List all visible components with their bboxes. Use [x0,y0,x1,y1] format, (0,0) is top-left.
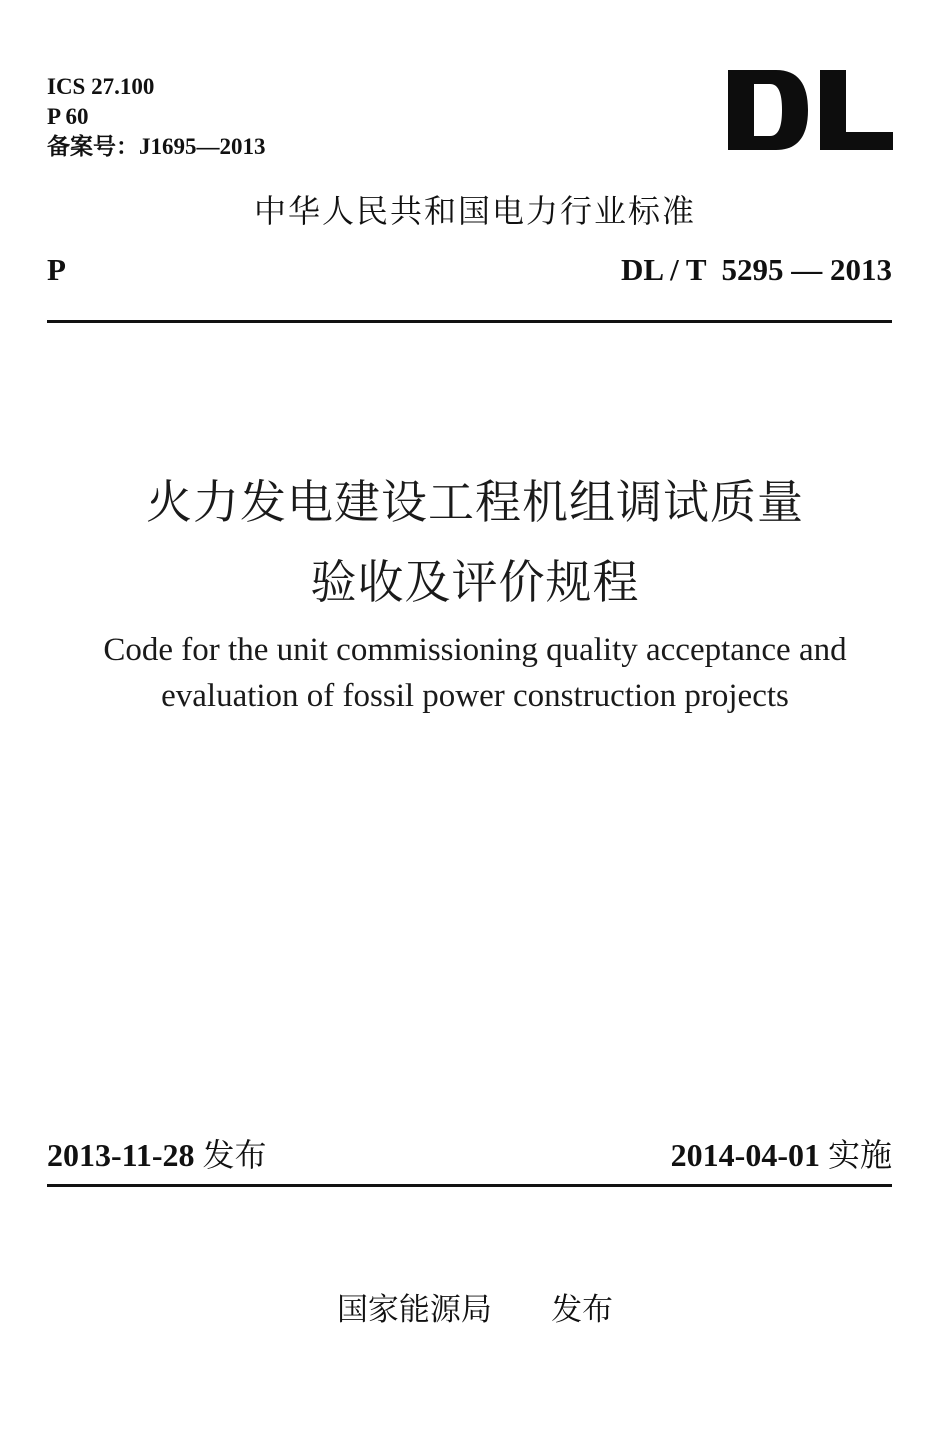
ics-code: ICS 27.100 [47,74,155,99]
issue-date: 2013-11-28 [47,1137,195,1173]
org-title: 中华人民共和国电力行业标准 [253,192,696,230]
title-en-line1: Code for the unit commissioning quality acceptance and [103,632,847,668]
publisher-line [0,1284,950,1329]
filing-number: 备案号：J1695—2013 [47,134,266,159]
publisher-name: 国家能源局 [336,1292,492,1328]
title-en-line2: evaluation of fossil power construction projects [161,678,789,714]
implementation-date-block [671,1130,892,1176]
classification-code: P [47,252,66,287]
publish-label: 发布 [551,1292,614,1328]
standard-number: DL / T 5295 — 2013 [620,252,892,287]
issue-date-block [47,1130,267,1176]
category-code: P 60 [47,104,89,129]
dl-logo [728,70,893,150]
header-divider [47,320,892,323]
implementation-label: 实施 [827,1136,892,1174]
title-cn-line2: 验收及评价规程 [310,555,640,609]
issue-label: 发布 [202,1136,267,1174]
footer-divider [47,1184,892,1187]
implementation-date: 2014-04-01 [670,1137,820,1173]
title-cn-line1: 火力发电建设工程机组调试质量 [146,475,804,529]
document-meta [47,72,266,162]
